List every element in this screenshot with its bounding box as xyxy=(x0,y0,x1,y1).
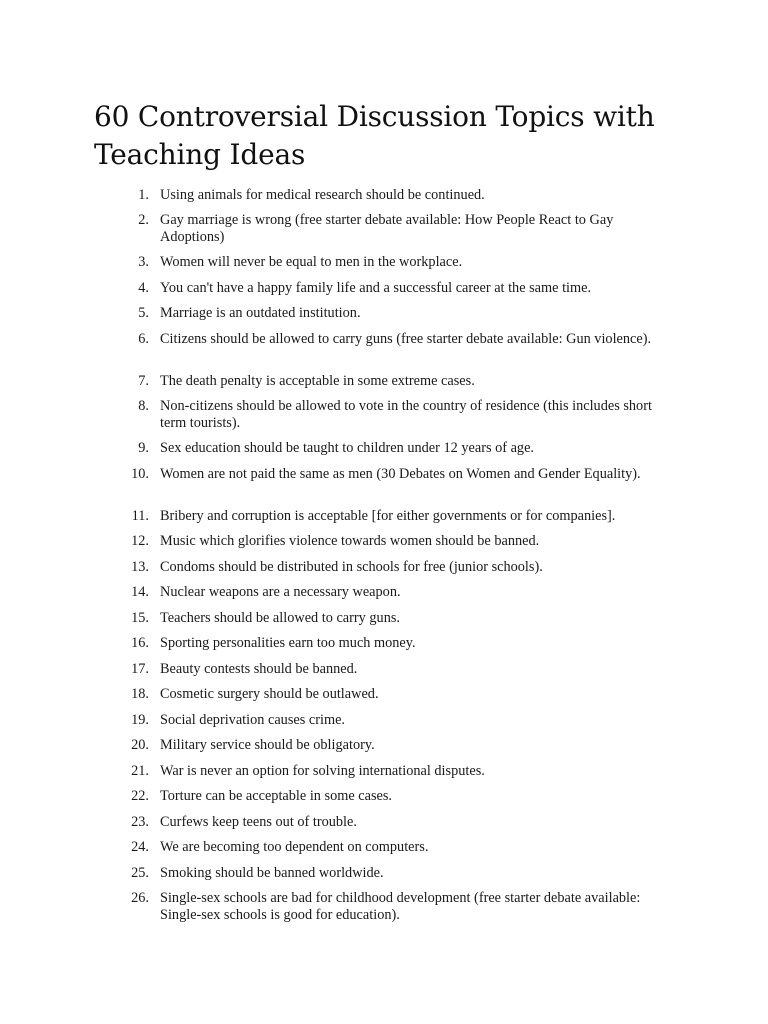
item-number: 19. xyxy=(131,712,149,728)
item-number: 7. xyxy=(138,373,149,389)
item-number: 2. xyxy=(138,212,149,228)
item-number: 9. xyxy=(138,440,149,456)
item-text: Using animals for medical research should be continued. xyxy=(160,187,485,203)
item-text: The death penalty is acceptable in some extreme cases. xyxy=(160,373,475,389)
item-text: Sex education should be taught to children under 12 years of age. xyxy=(160,440,534,456)
item-text: Military service should be obligatory. xyxy=(160,737,375,753)
item-number: 3. xyxy=(138,254,149,270)
item-text: Condoms should be distributed in schools for free (junior schools). xyxy=(160,559,543,575)
item-number: 11. xyxy=(131,508,149,524)
item-text: Non-citizens should be allowed to vote in the country of residence (this includes short term tourists). xyxy=(160,398,652,431)
item-text: Women are not paid the same as men (30 Debates on Women and Gender Equality). xyxy=(160,466,641,482)
document-title: 60 Controversial Discussion Topics with Teaching Ideas xyxy=(94,100,655,171)
item-number: 24. xyxy=(131,839,149,855)
item-text: Sporting personalities earn too much money. xyxy=(160,635,416,651)
item-text: Nuclear weapons are a necessary weapon. xyxy=(160,584,401,600)
item-text: Smoking should be banned worldwide. xyxy=(160,865,384,881)
item-number: 26. xyxy=(131,890,149,906)
item-text: Bribery and corruption is acceptable [for either governments or for companies]. xyxy=(160,508,616,524)
item-number: 15. xyxy=(131,610,149,626)
item-text: Citizens should be allowed to carry guns (free starter debate available: Gun violence). xyxy=(160,331,652,347)
item-text: War is never an option for solving international disputes. xyxy=(160,763,485,779)
item-text: You can't have a happy family life and a successful career at the same time. xyxy=(160,280,592,296)
item-text: Gay marriage is wrong (free starter debate available: How People React to Gay Adoptions) xyxy=(160,212,614,245)
item-number: 12. xyxy=(131,533,149,549)
item-text: Torture can be acceptable in some cases. xyxy=(160,788,393,804)
item-number: 18. xyxy=(131,686,149,702)
item-text: Cosmetic surgery should be outlawed. xyxy=(160,686,379,702)
item-number: 20. xyxy=(131,737,149,753)
item-number: 5. xyxy=(138,305,149,321)
item-number: 13. xyxy=(131,559,149,575)
item-number: 17. xyxy=(131,661,149,677)
item-text: We are becoming too dependent on computers. xyxy=(160,839,429,855)
item-text: Beauty contests should be banned. xyxy=(160,661,358,677)
item-number: 25. xyxy=(131,865,149,881)
item-number: 1. xyxy=(138,187,149,203)
item-text: Single-sex schools are bad for childhood development (free starter debate available: Single-sex schools is good for education). xyxy=(160,890,641,923)
item-number: 22. xyxy=(131,788,149,804)
item-text: Social deprivation causes crime. xyxy=(160,712,346,728)
item-number: 6. xyxy=(138,331,149,347)
item-text: Women will never be equal to men in the workplace. xyxy=(160,254,463,270)
item-number: 21. xyxy=(131,763,149,779)
item-number: 10. xyxy=(131,466,149,482)
item-text: Marriage is an outdated institution. xyxy=(160,305,361,321)
item-number: 23. xyxy=(131,814,149,830)
item-text: Teachers should be allowed to carry guns. xyxy=(160,610,400,626)
item-text: Curfews keep teens out of trouble. xyxy=(160,814,357,830)
item-number: 14. xyxy=(131,584,149,600)
item-number: 16. xyxy=(131,635,149,651)
item-number: 4. xyxy=(138,280,149,296)
item-text: Music which glorifies violence towards women should be banned. xyxy=(160,533,540,549)
item-number: 8. xyxy=(138,398,149,414)
